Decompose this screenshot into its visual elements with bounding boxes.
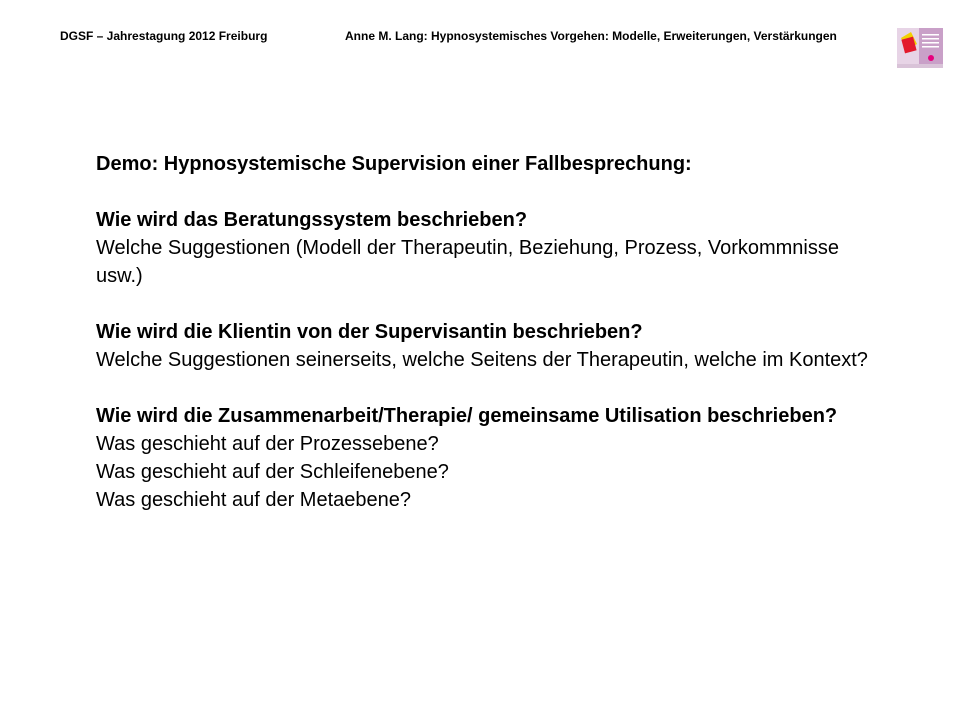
question-2-text: Welche Suggestionen seinerseits, welche Seitens der Therapeutin, welche im Kontext? bbox=[96, 349, 868, 371]
question-3-line-2: Was geschieht auf der Schleifenebene? bbox=[96, 461, 449, 483]
logo-text-line bbox=[922, 46, 939, 48]
logo-text-line bbox=[922, 42, 939, 44]
question-2-heading: Wie wird die Klientin von der Supervisantin beschrieben? bbox=[96, 321, 643, 343]
header-author-title: Anne M. Lang: Hypnosystemisches Vorgehen: Modelle, Erweiterungen, Verstärkungen bbox=[345, 29, 837, 43]
logo bbox=[897, 28, 943, 68]
header-conference: DGSF – Jahrestagung 2012 Freiburg bbox=[60, 29, 268, 43]
question-3-heading: Wie wird die Zusammenarbeit/Therapie/ gemeinsame Utilisation beschrieben? bbox=[96, 405, 838, 427]
slide-body bbox=[96, 150, 876, 514]
question-3-line-1: Was geschieht auf der Prozessebene? bbox=[96, 433, 439, 455]
logo-pink-dot bbox=[928, 55, 934, 61]
logo-text-line bbox=[922, 38, 939, 40]
slide-title: Demo: Hypnosystemische Supervision einer Fallbesprechung: bbox=[96, 153, 692, 175]
question-1-heading: Wie wird das Beratungssystem beschrieben? bbox=[96, 209, 528, 231]
question-1-text: Welche Suggestionen (Modell der Therapeutin, Beziehung, Prozess, Vorkommnisse usw.) bbox=[96, 237, 839, 287]
logo-bottom-bar bbox=[897, 64, 943, 68]
question-3-line-3: Was geschieht auf der Metaebene? bbox=[96, 489, 412, 511]
logo-text-line bbox=[922, 34, 939, 36]
